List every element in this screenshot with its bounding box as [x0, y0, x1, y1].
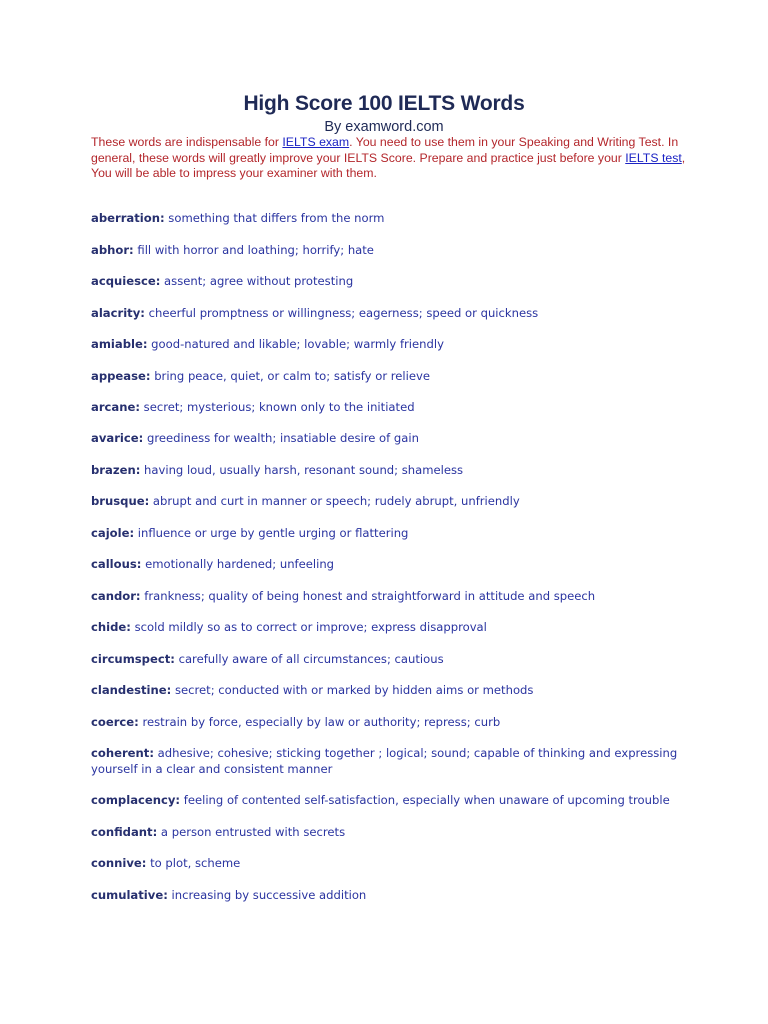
entry-definition: restrain by force, especially by law or authority; repress; curb [138, 715, 501, 729]
entry-definition: bring peace, quiet, or calm to; satisfy or relieve [150, 369, 430, 383]
entry-term: abhor: [91, 243, 134, 257]
entry-term: cajole: [91, 526, 135, 540]
entry-definition: secret; mysterious; known only to the initiated [140, 400, 415, 414]
entry-term: avarice: [91, 431, 144, 445]
entry-term: amiable: [91, 337, 148, 351]
entry-definition: having loud, usually harsh, resonant sound; shameless [140, 463, 464, 477]
entry-term: acquiesce: [91, 274, 161, 288]
list-item [91, 557, 681, 573]
list-item [91, 888, 681, 904]
list-item [91, 715, 681, 731]
entry-definition: adhesive; cohesive; sticking together ; logical; sound; capable of thinking and expressing yourself in a clear and consistent manner [91, 746, 678, 776]
entry-term: confidant: [91, 825, 158, 839]
entry-definition: assent; agree without protesting [160, 274, 354, 288]
entry-definition: greediness for wealth; insatiable desire of gain [143, 431, 419, 445]
intro-text-3: , You will be able to impress your examiner with them. [91, 150, 686, 180]
entry-term: callous: [91, 557, 142, 571]
byline: By examword.com [324, 119, 444, 135]
entry-term: complacency: [91, 793, 181, 807]
entry-term: alacrity: [91, 306, 145, 320]
entry-definition: carefully aware of all circumstances; cautious [174, 652, 444, 666]
list-item [91, 306, 681, 322]
intro-text-1: These words are indispensable for [91, 135, 283, 149]
entry-definition: scold mildly so as to correct or improve; express disapproval [130, 620, 487, 634]
entry-term: coerce: [91, 715, 139, 729]
entry-term: candor: [91, 589, 141, 603]
entry-term: connive: [91, 856, 147, 870]
intro-text-2: . You need to use them in your Speaking and Writing Test. In general, these words will greatly improve your IELTS Score. Prepare and practice just before your [91, 135, 679, 165]
entry-definition: frankness; quality of being honest and straightforward in attitude and speech [140, 589, 596, 603]
list-item [91, 431, 681, 447]
ielts-exam-link[interactable]: IELTS exam [282, 135, 350, 149]
list-item [91, 337, 681, 353]
list-item [91, 274, 681, 290]
entry-term: clandestine: [91, 683, 172, 697]
entry-definition: good-natured and likable; lovable; warmly friendly [147, 337, 444, 351]
entry-definition: fill with horror and loathing; horrify; hate [133, 243, 374, 257]
entry-term: circumspect: [91, 652, 175, 666]
entry-definition: to plot, scheme [146, 856, 241, 870]
list-item [91, 400, 681, 416]
entry-term: coherent: [91, 746, 154, 760]
entry-definition: a person entrusted with secrets [157, 825, 346, 839]
entry-term: cumulative: [91, 888, 168, 902]
list-item [91, 652, 681, 668]
page-title: High Score 100 IELTS Words [243, 92, 525, 115]
list-item [91, 620, 681, 636]
entry-definition: increasing by successive addition [167, 888, 367, 902]
list-item [91, 825, 681, 841]
list-item [91, 589, 681, 605]
entry-definition: emotionally hardened; unfeeling [141, 557, 335, 571]
list-item [91, 856, 681, 872]
list-item [91, 369, 681, 385]
list-item [91, 683, 681, 699]
entry-definition: cheerful promptness or willingness; eagerness; speed or quickness [144, 306, 539, 320]
entry-definition: feeling of contented self-satisfaction, especially when unaware of upcoming trouble [180, 793, 670, 807]
list-item [91, 243, 681, 259]
entry-term: appease: [91, 369, 151, 383]
entry-term: chide: [91, 620, 131, 634]
intro-paragraph [91, 135, 691, 182]
entry-definition: secret; conducted with or marked by hidden aims or methods [171, 683, 534, 697]
ielts-test-link[interactable]: IELTS test [625, 150, 682, 165]
entry-term: brazen: [91, 463, 141, 477]
list-item [91, 463, 681, 479]
list-item [91, 746, 681, 777]
entry-term: brusque: [91, 494, 150, 508]
entry-definition: influence or urge by gentle urging or flattering [134, 526, 409, 540]
list-item [91, 793, 681, 809]
list-item [91, 494, 681, 510]
list-item [91, 211, 681, 227]
entry-term: aberration: [91, 211, 165, 225]
entry-definition: abrupt and curt in manner or speech; rudely abrupt, unfriendly [149, 494, 520, 508]
entry-definition: something that differs from the norm [164, 211, 385, 225]
list-item [91, 526, 681, 542]
entry-term: arcane: [91, 400, 140, 414]
